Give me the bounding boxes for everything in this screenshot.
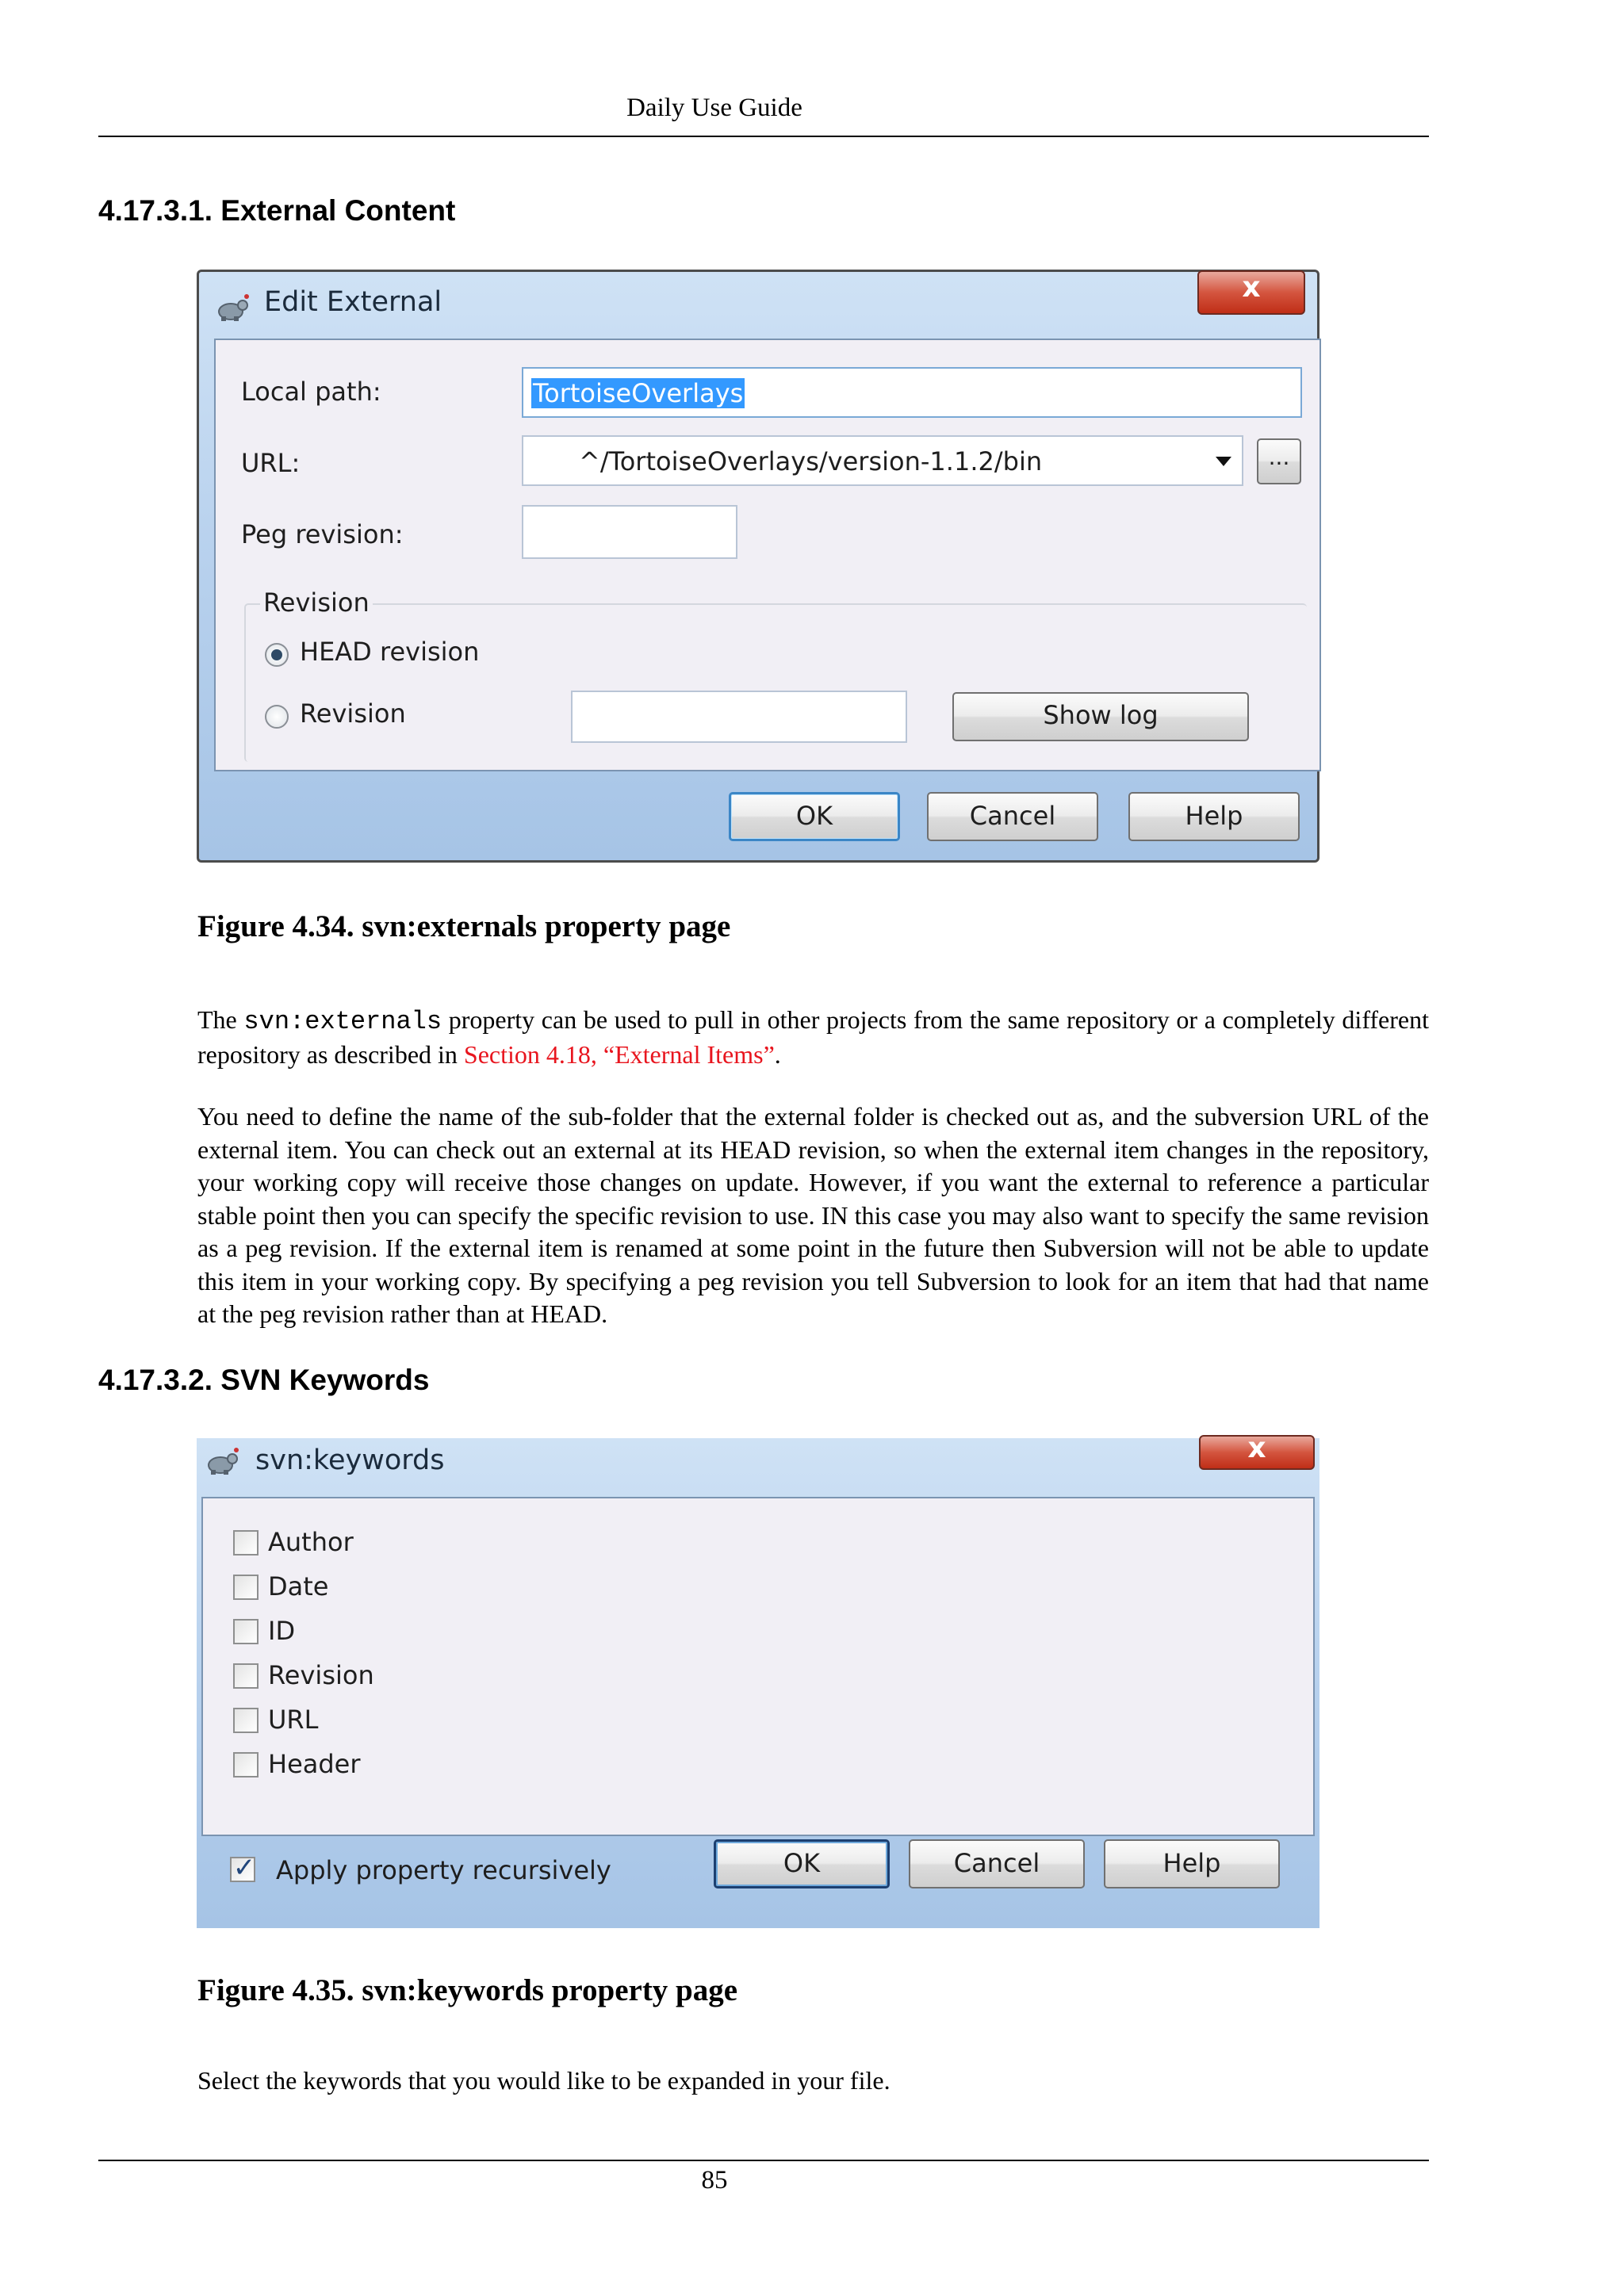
local-path-label: Local path:	[241, 377, 381, 407]
peg-revision-label: Peg revision:	[241, 519, 404, 549]
header-checkbox[interactable]	[233, 1752, 259, 1777]
svn-externals-code: svn:externals	[243, 1007, 442, 1036]
section-heading-external-content: 4.17.3.1. External Content	[98, 194, 456, 227]
head-revision-label: HEAD revision	[300, 637, 480, 667]
running-header: Daily Use Guide	[626, 94, 802, 122]
dialog-client-area	[214, 339, 1321, 771]
checkmark-icon: ✓	[232, 1852, 256, 1884]
header-rule	[98, 136, 1429, 137]
chevron-down-icon	[1215, 456, 1232, 467]
dialog-title: Edit External	[264, 286, 442, 318]
apply-recursively-label: Apply property recursively	[276, 1855, 611, 1885]
radio-selected-dot	[271, 649, 282, 660]
dialog-title: svn:keywords	[255, 1445, 445, 1476]
para1-text-middle: property can be used to pull in other projects from the same repository or a completely different repository as described in	[197, 1005, 1430, 1069]
revision-radio-label: Revision	[300, 698, 406, 729]
close-button[interactable]	[1197, 270, 1305, 315]
revision-group-label: Revision	[260, 587, 373, 618]
apply-recursively-checkbox[interactable]	[230, 1852, 256, 1884]
close-icon: x	[1242, 271, 1261, 304]
ok-button[interactable]: OK	[714, 1839, 890, 1888]
header-keyword-label: Header	[268, 1749, 361, 1779]
browse-url-button[interactable]: ...	[1257, 438, 1301, 484]
tortoise-icon	[215, 293, 250, 323]
revision-input[interactable]	[571, 691, 907, 743]
url-combobox[interactable]	[522, 435, 1243, 486]
page-number: 85	[701, 2166, 728, 2195]
figure-caption-keywords: Figure 4.35. svn:keywords property page	[197, 1973, 738, 2007]
close-icon: x	[1247, 1432, 1266, 1464]
external-items-link[interactable]: Section 4.18, “External Items”	[463, 1039, 775, 1069]
peg-revision-input[interactable]	[522, 505, 737, 559]
author-label: Author	[268, 1527, 354, 1557]
paragraph-externals-detail: You need to define the name of the sub-folder that the external folder is checked out as, and the subversion URL of the external item. You can check out an external at its HEAD revision, so when the external item changes in the repository, your working copy will receive those changes on update. However, if you want the external to reference a particular stable point then you can specify the specific revision to use. IN this case you may also want to specify the same revision as a peg revision. If the external item is renamed at some point in the future then Subversion will not be able to update this item in your working copy. By specifying a peg revision you tell Subversion to look for an item that had that name at the peg revision rather than at HEAD.	[197, 1102, 1429, 1328]
paragraph-keywords: Select the keywords that you would like to be expanded in your file.	[197, 2066, 891, 2095]
url-value: ^/TortoiseOverlays/version-1.1.2/bin	[579, 446, 1043, 476]
id-checkbox[interactable]	[233, 1619, 259, 1644]
local-path-input[interactable]	[522, 367, 1302, 418]
edit-external-dialog	[197, 270, 1320, 863]
para1-text-after: .	[774, 1039, 781, 1069]
close-button[interactable]	[1199, 1432, 1315, 1470]
tortoise-icon	[205, 1446, 239, 1476]
cancel-button[interactable]: Cancel	[927, 792, 1098, 841]
date-checkbox[interactable]	[233, 1575, 259, 1600]
revision-checkbox[interactable]	[233, 1663, 259, 1689]
ok-button[interactable]: OK	[729, 792, 900, 841]
show-log-button[interactable]: Show log	[952, 692, 1249, 741]
svn-keywords-dialog	[197, 1432, 1320, 1928]
local-path-value: TortoiseOverlays	[533, 378, 744, 408]
url-checkbox[interactable]	[233, 1708, 259, 1733]
id-label: ID	[268, 1616, 296, 1646]
revision-radio[interactable]	[265, 705, 289, 729]
help-button[interactable]: Help	[1128, 792, 1300, 841]
footer-rule	[98, 2160, 1429, 2161]
url-label: URL:	[241, 448, 301, 478]
para1-text-before: The	[197, 1005, 244, 1034]
head-revision-radio[interactable]	[265, 643, 289, 667]
help-button[interactable]: Help	[1104, 1839, 1280, 1888]
author-checkbox[interactable]	[233, 1530, 259, 1556]
keywords-list-area	[201, 1497, 1315, 1836]
section-heading-svn-keywords: 4.17.3.2. SVN Keywords	[98, 1364, 430, 1396]
cancel-button[interactable]: Cancel	[909, 1839, 1085, 1888]
figure-caption-externals: Figure 4.34. svn:externals property page	[197, 909, 731, 943]
revision-keyword-label: Revision	[268, 1660, 374, 1690]
date-label: Date	[268, 1571, 329, 1601]
url-keyword-label: URL	[268, 1705, 319, 1735]
paragraph-externals-intro	[197, 1004, 1429, 1071]
